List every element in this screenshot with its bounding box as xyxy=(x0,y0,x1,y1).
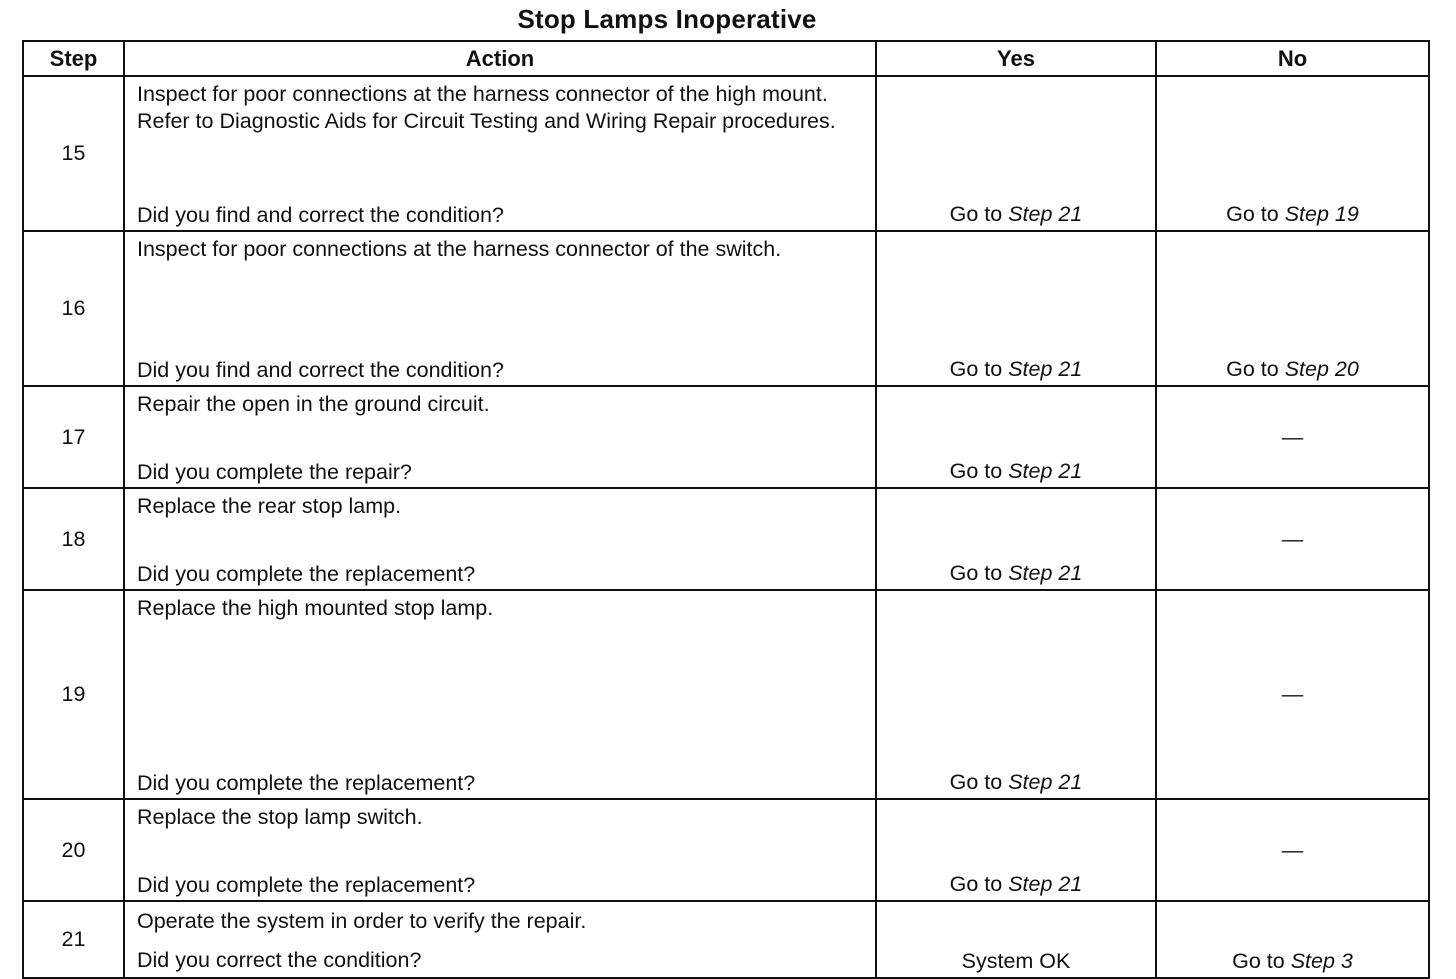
action-text: Inspect for poor connections at the harness connector of the high mount. Refer to Diagnostic Aids for Circuit Testing and Wiring Repair procedures. xyxy=(137,82,836,133)
action-cell xyxy=(124,231,876,386)
no-cell-dash: — xyxy=(1156,386,1429,488)
step-number: 15 xyxy=(23,76,124,231)
yes-step-ref: Step 21 xyxy=(1008,561,1083,585)
no-step-ref: Step 20 xyxy=(1284,357,1359,381)
no-prefix: Go to xyxy=(1226,202,1279,226)
yes-prefix: Go to xyxy=(949,872,1003,896)
table-row-step-16 xyxy=(23,231,1429,386)
yes-prefix: Go to xyxy=(949,561,1003,585)
yes-prefix: Go to xyxy=(949,202,1003,226)
action-text: Replace the rear stop lamp. xyxy=(137,494,402,518)
yes-step-ref: Step 21 xyxy=(1008,872,1083,896)
yes-result: System OK xyxy=(961,949,1071,973)
table-row-step-15 xyxy=(23,76,1429,231)
action-question: Did you complete the repair? xyxy=(137,459,412,484)
header-step: Step xyxy=(23,41,124,76)
table-row-step-17 xyxy=(23,386,1429,488)
no-cell xyxy=(1156,76,1429,231)
action-question: Did you find and correct the condition? xyxy=(137,357,504,382)
action-text: Repair the open in the ground circuit. xyxy=(137,392,490,416)
yes-cell xyxy=(876,901,1156,978)
step-number: 16 xyxy=(23,231,124,386)
action-question: Did you complete the replacement? xyxy=(137,872,476,897)
no-step-ref: Step 3 xyxy=(1290,949,1353,973)
table-row-step-19 xyxy=(23,590,1429,799)
yes-step-ref: Step 21 xyxy=(1008,357,1083,381)
yes-prefix: Go to xyxy=(949,357,1003,381)
no-step-ref: Step 19 xyxy=(1284,202,1359,226)
yes-cell xyxy=(876,231,1156,386)
no-cell-dash: — xyxy=(1156,590,1429,799)
action-text: Operate the system in order to verify the repair. xyxy=(137,909,587,933)
table-row-step-20 xyxy=(23,799,1429,901)
header-no: No xyxy=(1156,41,1429,76)
step-number: 19 xyxy=(23,590,124,799)
no-prefix: Go to xyxy=(1226,357,1279,381)
yes-step-ref: Step 21 xyxy=(1008,202,1083,226)
yes-prefix: Go to xyxy=(949,770,1003,794)
table-row-step-21 xyxy=(23,901,1429,978)
step-number: 17 xyxy=(23,386,124,488)
yes-cell xyxy=(876,386,1156,488)
table-row-step-18 xyxy=(23,488,1429,590)
yes-cell xyxy=(876,488,1156,590)
action-cell xyxy=(124,590,876,799)
no-cell-dash: — xyxy=(1156,799,1429,901)
action-cell xyxy=(124,488,876,590)
yes-step-ref: Step 21 xyxy=(1008,459,1083,483)
action-question: Did you complete the replacement? xyxy=(137,561,476,586)
no-cell xyxy=(1156,901,1429,978)
diagnostic-table xyxy=(22,40,1430,979)
no-prefix: Go to xyxy=(1232,949,1285,973)
no-cell xyxy=(1156,231,1429,386)
yes-cell xyxy=(876,799,1156,901)
header-yes: Yes xyxy=(876,41,1156,76)
yes-step-ref: Step 21 xyxy=(1008,770,1083,794)
yes-prefix: Go to xyxy=(949,459,1003,483)
yes-cell xyxy=(876,590,1156,799)
step-number: 18 xyxy=(23,488,124,590)
action-text: Inspect for poor connections at the harness connector of the switch. xyxy=(137,237,782,261)
step-number: 20 xyxy=(23,799,124,901)
header-action: Action xyxy=(124,41,876,76)
action-question: Did you find and correct the condition? xyxy=(137,202,504,227)
action-cell xyxy=(124,76,876,231)
action-question: Did you complete the replacement? xyxy=(137,770,476,795)
yes-cell xyxy=(876,76,1156,231)
page-title: Stop Lamps Inoperative xyxy=(517,4,817,34)
action-text: Replace the high mounted stop lamp. xyxy=(137,596,494,620)
action-cell xyxy=(124,386,876,488)
header-row xyxy=(23,41,1429,76)
action-question: Did you correct the condition? xyxy=(137,948,422,972)
action-text: Replace the stop lamp switch. xyxy=(137,805,423,829)
action-cell xyxy=(124,901,876,978)
no-cell-dash: — xyxy=(1156,488,1429,590)
action-cell xyxy=(124,799,876,901)
step-number: 21 xyxy=(23,901,124,978)
